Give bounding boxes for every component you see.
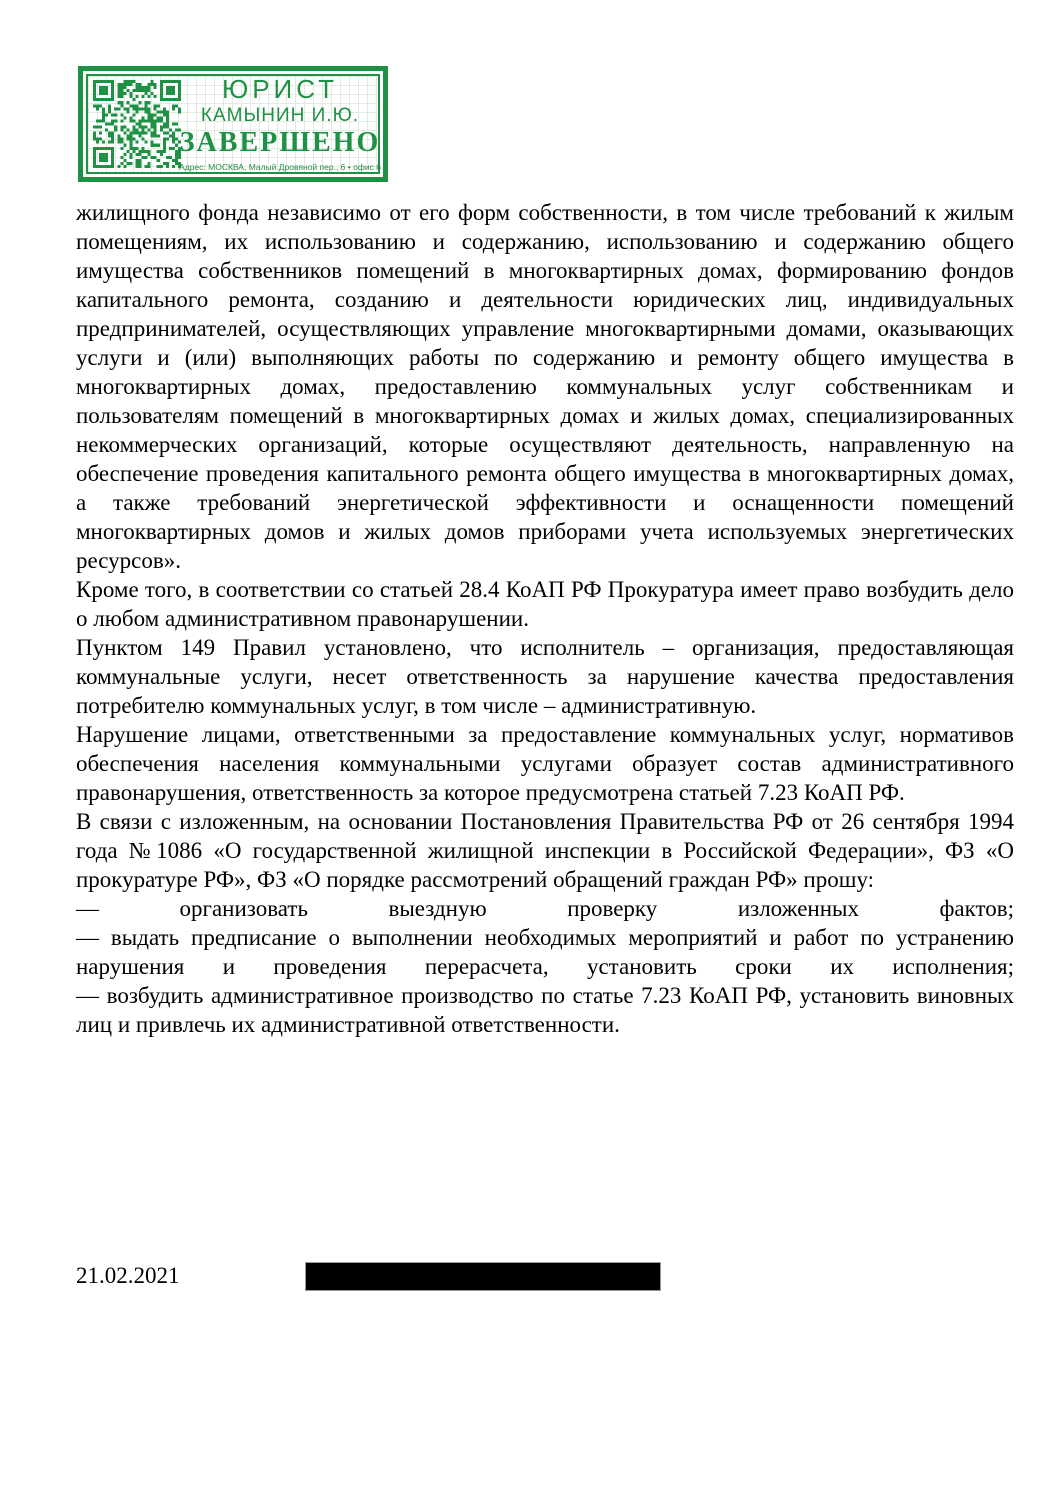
paragraph-continuation: жилищного фонда независимо от его форм собственности, в том числе требований к жилым помещениям, их использованию и содержанию, использованию и содержанию общего имущества собственников помещений в многоквартирных домах, формированию фондов капитального ремонта, созданию и деятельности юридических лиц, индивидуальных предпринимателей, осуществляющих управление многоквартирными домами, оказывающих услуги и (или) выполняющих работы по содержанию и ремонту общего имущества в многоквартирных домах, предоставлению коммунальных услуг собственникам и пользователям помещений в многоквартирных домах и жилых домах, специализированных некоммерческих организаций, которые осуществляют деятельность, направленную на обеспечение проведения капитального ремонта общего имущества в многоквартирных домах, а также требований энергетической эффективности и оснащенности помещений многоквартирных домов и жилых домов приборами учета используемых энергетических ресурсов». bbox=[76, 200, 1014, 573]
stamp-role: ЮРИСТ bbox=[221, 74, 339, 105]
request-item: — организовать выездную проверку изложенных фактов; bbox=[76, 896, 1014, 921]
stamp-status: ЗАВЕРШЕНО bbox=[179, 127, 381, 159]
lawyer-stamp-inner bbox=[86, 74, 380, 174]
document-body bbox=[76, 198, 1014, 1039]
paragraph: Кроме того, в соответствии со статьей 28.4 КоАП РФ Прокуратура имеет право возбудить дело о любом административном правонарушении. bbox=[76, 577, 1014, 631]
paragraph: В связи с изложенным, на основании Постановления Правительства РФ от 26 сентября 1994 года №1086 «О государственной жилищной инспекции в Российской Федерации», ФЗ «О прокуратуре РФ», ФЗ «О порядке рассмотрений обращений граждан РФ» прошу: bbox=[76, 809, 1014, 892]
stamp-name: КАМЫНИН И.Ю. bbox=[200, 104, 360, 126]
document-footer bbox=[76, 1261, 1014, 1293]
request-item: — возбудить административное производство по статье 7.23 КоАП РФ, установить виновных лиц и привлечь их административной ответственности. bbox=[76, 983, 1014, 1037]
paragraph: Нарушение лицами, ответственными за предоставление коммунальных услуг, нормативов обеспечения населения коммунальными услугами образует состав административного правонарушения, ответственность за которое предусмотрена статьей 7.23 КоАП РФ. bbox=[76, 722, 1014, 805]
request-item: — выдать предписание о выполнении необходимых мероприятий и работ по устранению нарушения и проведения перерасчета, установить сроки их исполнения; bbox=[76, 925, 1014, 979]
stamp-address: Адрес: МОСКВА, Малый Дровяной пер., 6 • офис 6 bbox=[179, 161, 381, 172]
qr-code-icon bbox=[93, 80, 181, 168]
document-date: 21.02.2021 bbox=[76, 1263, 180, 1288]
redacted-signature-block bbox=[305, 1262, 661, 1291]
stamp-text-block bbox=[179, 74, 381, 172]
paragraph: Пунктом 149 Правил установлено, что исполнитель – организация, предоставляющая коммунальные услуги, несет ответственность за нарушение качества предоставления потребителю коммунальных услуг, в том числе – административную. bbox=[76, 635, 1014, 718]
lawyer-stamp bbox=[78, 66, 388, 182]
